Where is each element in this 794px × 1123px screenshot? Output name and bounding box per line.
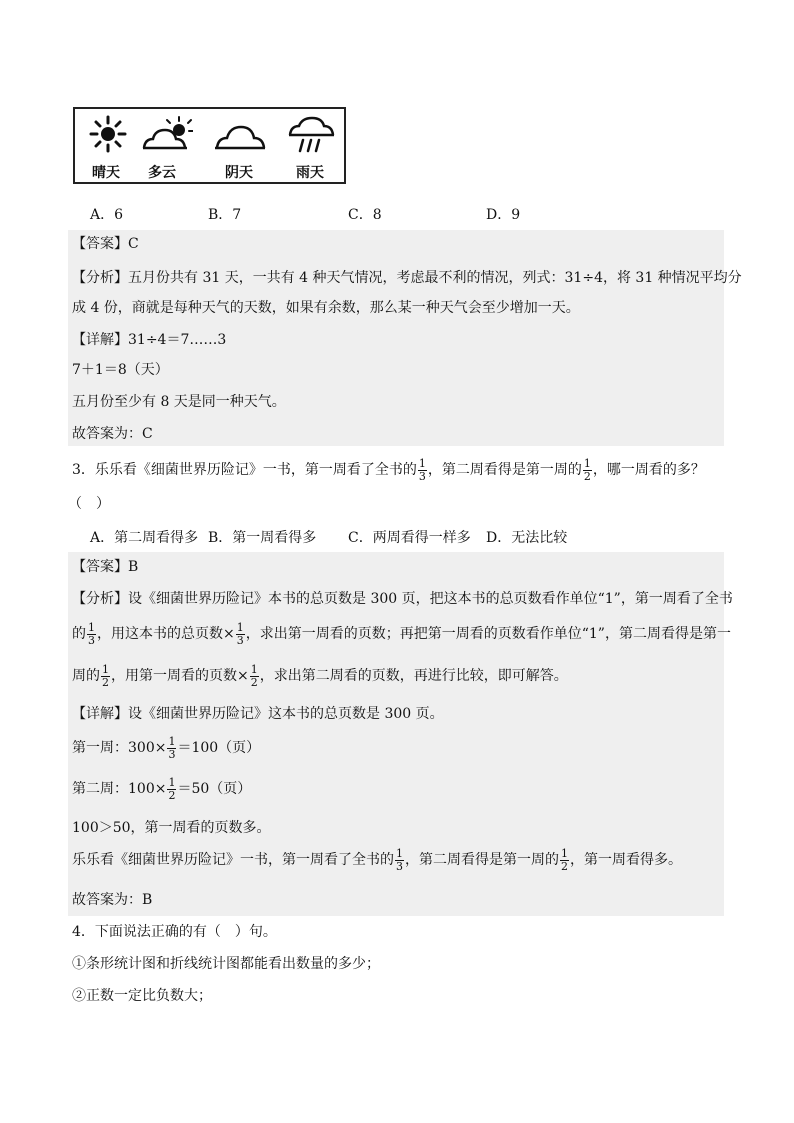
q3-compare: 100＞50，第一周看的页数多。 bbox=[72, 820, 271, 836]
q2-option-d: D．9 bbox=[486, 207, 521, 223]
fraction-one-third: $\frac{1}{3}$ bbox=[88, 620, 95, 647]
q2-detail-line2: 7＋1＝8（天） bbox=[72, 362, 169, 378]
q4-stem: 4．下面说法正确的有（ ）句。 bbox=[72, 924, 277, 940]
q2-detail-line3: 五月份至少有 8 天是同一种天气。 bbox=[72, 394, 286, 410]
q4-statement-1: ①条形统计图和折线统计图都能看出数量的多少； bbox=[72, 956, 380, 972]
q3-answer: 【答案】B bbox=[72, 559, 139, 575]
weather-label-sunny: 晴天 bbox=[92, 165, 120, 181]
q3-option-d: D．无法比较 bbox=[486, 530, 568, 546]
q2-option-b: B．7 bbox=[208, 207, 242, 223]
q3-option-a: A．第二周看得多 bbox=[90, 530, 199, 546]
q3-option-c: C．两周看得一样多 bbox=[348, 530, 471, 546]
q3-analysis-line3: 周的 $\frac{1}{2}$ ，用第一周看的页数× $\frac{1}{2}$ ，求出第二周看的页数，再进行比较，即可解答。 bbox=[72, 662, 568, 689]
q3-analysis-line1: 【分析】设《细菌世界历险记》本书的总页数是 300 页，把这本书的总页数看作单位“1”，第一周看了全书 bbox=[72, 591, 733, 607]
weather-legend-figure bbox=[73, 107, 346, 184]
q4-statement-2: ②正数一定比负数大； bbox=[72, 988, 212, 1004]
q3-final-answer: 故答案为：B bbox=[72, 892, 153, 908]
weather-label-rainy: 雨天 bbox=[296, 165, 324, 181]
fraction-one-third: $\frac{1}{3}$ bbox=[168, 734, 176, 761]
fraction-one-half: $\frac{1}{2}$ bbox=[102, 662, 109, 689]
q2-answer: 【答案】C bbox=[72, 236, 139, 252]
q3-week1-calc: 第一周：300× $\frac{1}{3}$ ＝100（页） bbox=[72, 734, 261, 761]
fraction-one-third: $\frac{1}{3}$ bbox=[236, 620, 244, 647]
fraction-one-half: $\frac{1}{2}$ bbox=[561, 846, 568, 873]
q2-option-c: C．8 bbox=[348, 207, 382, 223]
q3-analysis-line2: 的 $\frac{1}{3}$ ，用这本书的总页数× $\frac{1}{3}$ ，求出第一周看的页数；再把第一周看的页数看作单位“1”，第二周看得是第一 bbox=[72, 620, 731, 647]
partly-cloudy-icon bbox=[141, 115, 193, 153]
q3-detail-line1: 【详解】设《细菌世界历险记》这本书的总页数是 300 页。 bbox=[72, 706, 444, 722]
q2-detail-line1: 【详解】31÷4＝7……3 bbox=[72, 332, 227, 348]
q2-analysis-line2: 成 4 份，商就是每种天气的天数，如果有余数，那么某一种天气会至少增加一天。 bbox=[72, 300, 580, 316]
q3-week2-calc: 第二周：100× $\frac{1}{2}$ ＝50（页） bbox=[72, 775, 252, 802]
fraction-one-third: $\frac{1}{3}$ bbox=[396, 846, 403, 873]
fraction-one-third: $\frac{1}{3}$ bbox=[418, 456, 426, 483]
weather-label-cloudy: 多云 bbox=[148, 165, 176, 181]
q3-answer-paren: （ ） bbox=[68, 496, 110, 512]
q2-final-answer: 故答案为：C bbox=[72, 426, 153, 442]
q3-conclusion: 乐乐看《细菌世界历险记》一书，第一周看了全书的 $\frac{1}{3}$ ，第二周看得是第一周的 $\frac{1}{2}$ ，第一周看得多。 bbox=[72, 846, 682, 873]
q2-option-a: A．6 bbox=[90, 207, 124, 223]
fraction-one-half: $\frac{1}{2}$ bbox=[168, 775, 176, 802]
weather-label-overcast: 阴天 bbox=[225, 165, 253, 181]
q3-stem: 3．乐乐看《细菌世界历险记》一书，第一周看了全书的 $\frac{1}{3}$ ，第二周看得是第一周的 $\frac{1}{2}$ ，哪一周看的多？ bbox=[72, 456, 705, 483]
rain-icon bbox=[287, 115, 337, 155]
q3-option-b: B．第一周看得多 bbox=[208, 530, 317, 546]
q2-analysis-line1: 【分析】五月份共有 31 天，一共有 4 种天气情况，考虑最不利的情况，列式：31÷4，将 31 种情况平均分 bbox=[72, 270, 742, 286]
sun-icon bbox=[89, 115, 127, 153]
fraction-one-half: $\frac{1}{2}$ bbox=[583, 456, 591, 483]
fraction-one-half: $\frac{1}{2}$ bbox=[250, 662, 258, 689]
cloud-icon bbox=[213, 119, 267, 153]
